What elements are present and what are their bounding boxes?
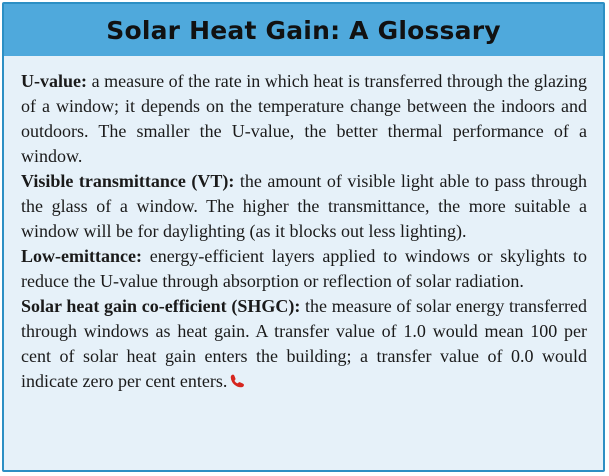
glossary-entry-u-value xyxy=(21,69,587,169)
glossary-content xyxy=(21,69,587,395)
glossary-definition: the measure of solar energy transferred through windows as heat gain. A transfer value of 1.0 would mean 100 per cent of solar heat gain enters the building; a transfer value of 0.0 would indicate zero per cent enters. xyxy=(21,296,588,391)
glossary-definition: the amount of visible light able to pass through the glass of a window. The higher the transmittance, the more suitable a window will be for daylighting (as it blocks out less lighting). xyxy=(21,171,587,241)
glossary-box xyxy=(2,2,605,472)
end-of-article-icon xyxy=(230,370,246,395)
glossary-term: U-value: xyxy=(21,71,87,91)
glossary-header xyxy=(4,4,603,56)
glossary-title: Solar Heat Gain: A Glossary xyxy=(106,15,501,45)
glossary-entry-visible-transmittance xyxy=(21,169,587,244)
glossary-term: Solar heat gain co-efficient (SHGC): xyxy=(21,296,301,316)
glossary-term: Low-emittance: xyxy=(21,246,142,266)
glossary-definition: a measure of the rate in which heat is transferred through the glazing of a window; it depends on the temperature change between the indoors and outdoors. The smaller the U-value, the better thermal performance of a window. xyxy=(21,71,588,166)
glossary-entry-shgc xyxy=(21,294,587,395)
glossary-entry-low-emittance xyxy=(21,244,587,294)
glossary-definition: energy-efficient layers applied to windows or skylights to reduce the U-value through absorption or reflection of solar radiation. xyxy=(21,246,588,291)
glossary-term: Visible transmittance (VT): xyxy=(21,171,235,191)
